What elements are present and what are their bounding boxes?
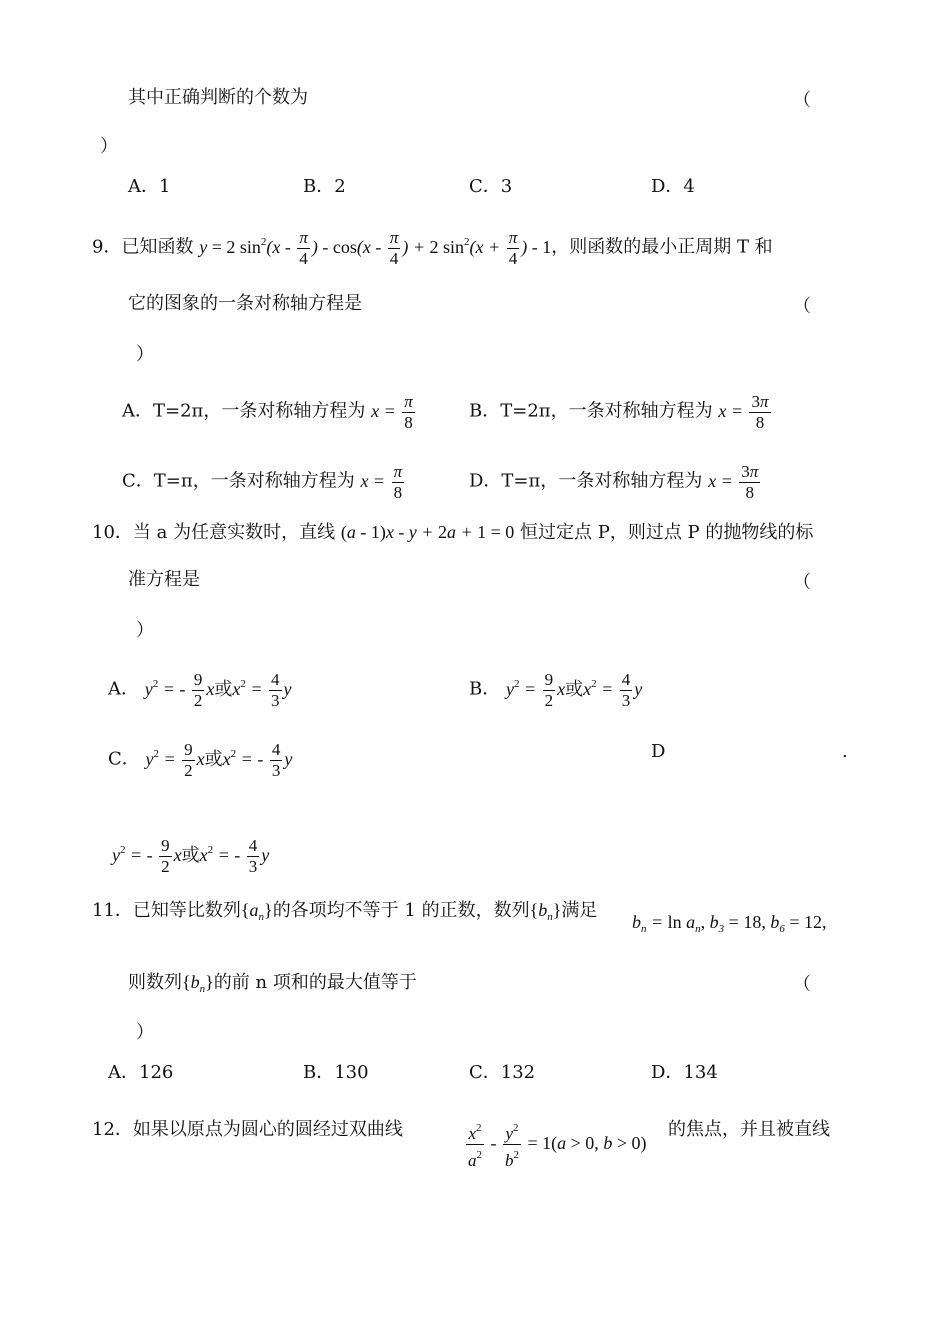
q10-line2: 准方程是 (128, 569, 200, 590)
q9-option-c-formula: x = $\frac{\pi}{8}$ (360, 462, 403, 502)
q11-paren-close: ） (136, 1022, 154, 1043)
q9-option-b: B．T=2π，一条对称轴方程为 x = $\frac{3\pi}{8}$ (469, 392, 773, 433)
q10-option-c-formula: $y^2$ = $\frac{9}{2}$ x或$x^2$ = - $\frac{4}{3}$ y (145, 740, 293, 780)
q9-intro: 已知函数 (121, 236, 194, 258)
q9-paren-open: （ (793, 296, 811, 317)
q9-tail: ，则函数的最小正周期 T 和 (551, 236, 773, 258)
q9-function-formula: y = 2 $\sin^2(x$ - $\frac{\pi}{4}$ ) - cos(x - $\frac{\pi}{4}$ ) + 2 $\sin^2(x$ + $\frac{\pi}{4}$ ) - 1 (199, 228, 552, 268)
q8-option-c: C．3 (469, 176, 513, 197)
q10-option-d-dot: . (842, 741, 848, 762)
q8-paren-close: ） (100, 136, 118, 157)
q10-option-b: B． $y^2$ = $\frac{9}{2}$ x或$x^2$ = $\frac{4}{3}$ y (469, 670, 643, 710)
q8-paren-open: （ (793, 90, 811, 111)
q10-option-d-label: D (651, 741, 666, 762)
q11-option-d: D．134 (651, 1062, 718, 1083)
q11-condition-formula: $b_n = \ln a_n$, $b_3 = 18$, $b_6 = 12$, (632, 912, 827, 935)
q10-option-c: C． $y^2$ = $\frac{9}{2}$ x或$x^2$ = - $\frac{4}{3}$ y (108, 740, 293, 780)
q10-paren-close: ） (136, 620, 154, 641)
q11-mid: 的各项均不等于 1 的正数，数列 (272, 900, 530, 921)
q9-option-a: A．T=2π，一条对称轴方程为 x = $\frac{\pi}{8}$ (122, 392, 417, 433)
q9-paren-close: ） (136, 344, 154, 365)
q9-line2: 它的图象的一条对称轴方程是 (128, 293, 362, 314)
q11-option-b: B．130 (303, 1062, 369, 1083)
q10-option-b-formula: $y^2$ = $\frac{9}{2}$ x或$x^2$ = $\frac{4}{3}$ y (505, 670, 643, 710)
q11-line2: 则数列$\{b_n\}$的前 n 项和的最大值等于 (128, 972, 417, 995)
q11-satisfy: 满足 (561, 900, 598, 921)
q10-paren-open: （ (793, 572, 811, 593)
q10-intro: 当 a 为任意实数时，直线 (132, 522, 336, 543)
q11-option-a: A．126 (108, 1062, 174, 1083)
q12-intro: 如果以原点为圆心的圆经过双曲线 (132, 1119, 403, 1140)
q9-option-d-formula: x = $\frac{3\pi}{8}$ (708, 462, 759, 502)
q8-option-a: A．1 (128, 176, 171, 197)
q8-stem-tail: 其中正确判断的个数为 (128, 87, 308, 108)
q12-hyperbola-formula: $\frac{x^2}{a^2}$ - $\frac{y^2}{b^2}$ = 1(a > 0, b > 0) (464, 1118, 646, 1171)
q12-stem (92, 1118, 403, 1142)
q9-option-a-formula: x = $\frac{\pi}{8}$ (371, 392, 413, 432)
q11-seq-b-2: $\{b_n\}$ (182, 972, 214, 995)
q12-number: 12． (92, 1119, 133, 1140)
q12-tail: 的焦点，并且被直线 (668, 1119, 830, 1140)
q10-line-formula: (a - 1)x - y + 2a + 1 = 0 (340, 522, 515, 542)
q11-stem (92, 898, 597, 929)
q11-paren-open: （ (793, 974, 811, 995)
q10-tail: 恒过定点 P，则过点 P 的抛物线的标 (520, 522, 814, 543)
q9-stem (92, 228, 773, 269)
q9-option-c: C．T=π，一条对称轴方程为 x = $\frac{\pi}{8}$ (122, 462, 406, 503)
q8-option-d: D．4 (651, 176, 695, 197)
q10-stem (92, 520, 813, 545)
q8-option-b: B．2 (303, 176, 346, 197)
q11-intro: 已知等比数列 (132, 900, 241, 921)
q9-option-d: D．T=π，一条对称轴方程为 x = $\frac{3\pi}{8}$ (469, 462, 762, 503)
q9-option-b-formula: x = $\frac{3\pi}{8}$ (718, 392, 769, 432)
q10-option-a: A． $y^2$ = - $\frac{9}{2}$ x或$x^2$ = $\frac{4}{3}$ y (108, 670, 292, 710)
q11-number: 11． (92, 900, 133, 921)
q11-seq-b: $\{b_n\}$ (529, 900, 562, 923)
q11-seq-a: $\{a_n\}$ (240, 900, 273, 923)
q10-option-a-formula: $y^2$ = - $\frac{9}{2}$ x或$x^2$ = $\frac{4}{3}$ y (144, 670, 292, 710)
q11-option-c: C．132 (469, 1062, 536, 1083)
q9-number: 9． (92, 236, 122, 258)
q10-option-d-formula: $y^2$ = - $\frac{9}{2}$ x或$x^2$ = - $\frac{4}{3}$ y (112, 836, 270, 876)
q10-number: 10． (92, 522, 133, 543)
